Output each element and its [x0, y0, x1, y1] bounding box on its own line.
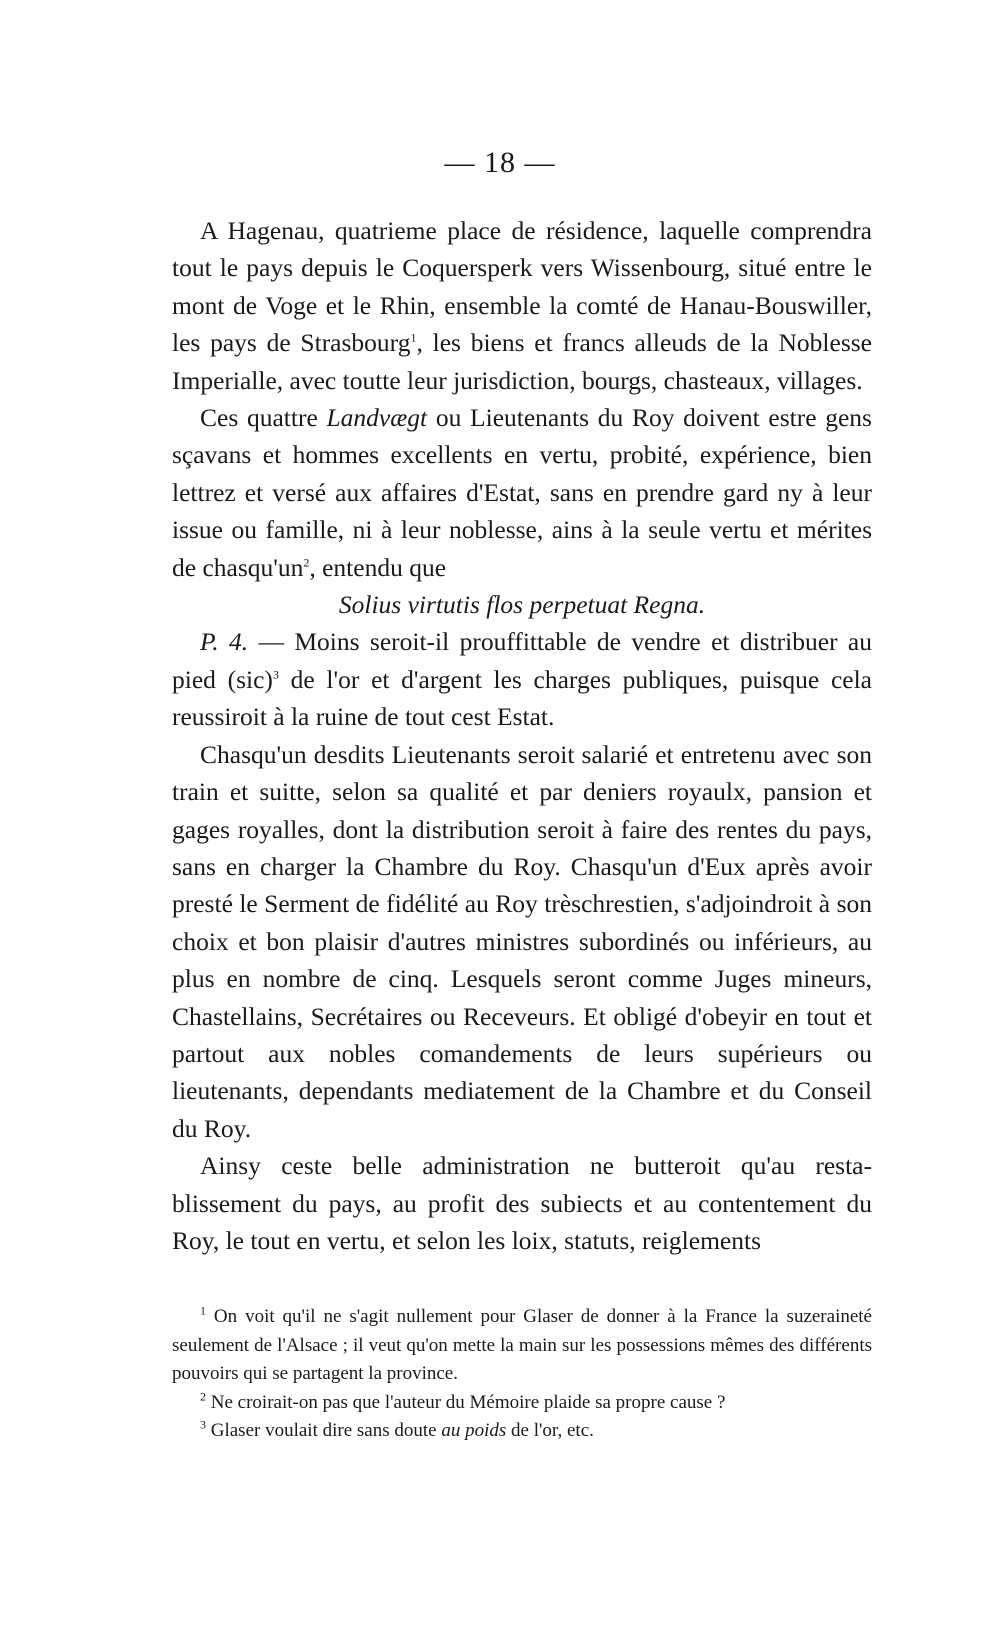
italic-term: Landvægt: [326, 403, 428, 433]
paragraph-text: Ces quattre: [200, 403, 327, 433]
footnote-2: [172, 1389, 872, 1418]
footnote-text: On voit qu'il ne s'agit nullement pour Glaser de donner à la France la suzeraineté seulement de l'Alsace ; il veut qu'on mette la main sur les possessions mêmes des différents pouvoirs qui se partagent la province.: [172, 1306, 872, 1385]
footnote-1: [172, 1303, 872, 1389]
paragraph-text: Chasqu'un desdits Lieutenants seroit salarié et entretenu avec son train et suitte, selon sa qualité et par deniers royaulx, pansion et gages royalles, dont la distribution seroit à faire des rentes du pays, sans en charger la Chambre du Roy. Chasqu'un d'Eux après avoir presté le Serment de fidélité au Roy trèschrestien, s'adjoindroit à son choix et bon plaisir d'autres ministres subordinés ou inférieurs, au plus en nombre de cinq. Lesquels seront comme Juges mineurs, Chastellains, Secrétaires ou Receveurs. Et obligé d'obeyir en tout et partout aux nobles comandements de leurs supérieurs ou lieutenants, dependants mediatement de la Chambre et du Conseil du Roy.: [172, 739, 872, 1143]
italic-term: au poids: [441, 1420, 507, 1442]
footnote-ref-2: 2: [303, 555, 310, 570]
footnote-text: de l'or, etc.: [506, 1420, 594, 1442]
body-text: [172, 212, 872, 1259]
paragraph-text: de l'or et d'argent les charges publiques, puisque cela reussiroit à la ruine de tout cest Estat.: [172, 664, 872, 732]
footnote-text: Ne croirait-on pas que l'auteur du Mémoire plaide sa propre cause ?: [206, 1391, 726, 1413]
footnote-mark: 2: [200, 1389, 206, 1404]
paragraph-text: , les biens et francs alleuds de la Noblesse Imperialle, avec toutte leur jurisdiction, bourgs, chasteaux, villages.: [172, 328, 872, 395]
paragraph-ainsy: [172, 1147, 872, 1259]
footnote-3: [172, 1417, 872, 1446]
italic-term: P. 4.: [200, 627, 249, 657]
paragraph-hagenau: [172, 212, 872, 399]
paragraph-text: ou Lieutenants du Roy doivent estre gens sçavans et hommes excellents en vertu, probité, expérience, bien lettrez et versé aux affaires d'Estat, sans en prendre gard ny à leur issue ou famille, ni à leur noblesse, ains à la seule vertu et mérites de chasqu'un: [172, 403, 872, 582]
footnotes: [172, 1303, 872, 1446]
footnote-mark: 3: [200, 1418, 206, 1433]
page-number: — 18 —: [444, 146, 556, 179]
paragraph-text: A Hagenau, quatrieme place de résidence, laquelle comprendra tout le pays depuis le Coquersperk vers Wissenbourg, situé entre le mont de Voge et le Rhin, ensemble la comté de Hanau-Bouswiller, les pays de Strasbourg: [172, 216, 872, 358]
paragraph-text: — Moins seroit-il prouffittable de vendre et distribuer au pied (sic): [172, 627, 872, 694]
latin-motto: Solius virtutis flos perpetuat Regna.: [338, 590, 706, 620]
paragraph-text: , entendu que: [309, 552, 447, 582]
footnote-text: Glaser voulait dire sans doute: [206, 1420, 442, 1442]
paragraph-lieutenants: [172, 399, 872, 586]
paragraph-p4: [172, 623, 872, 735]
footnote-mark: 1: [200, 1303, 206, 1318]
paragraph-salarie: [172, 736, 872, 1147]
footnote-ref-3: 3: [272, 667, 279, 682]
footnote-ref-1: 1: [410, 330, 417, 345]
paragraph-text: Ainsy ceste belle administration ne butteroit qu'au restablissement du pays, au profit des subiects et au contentement du Roy, le tout en vertu, et selon les loix, statuts, reiglements: [172, 1151, 872, 1255]
